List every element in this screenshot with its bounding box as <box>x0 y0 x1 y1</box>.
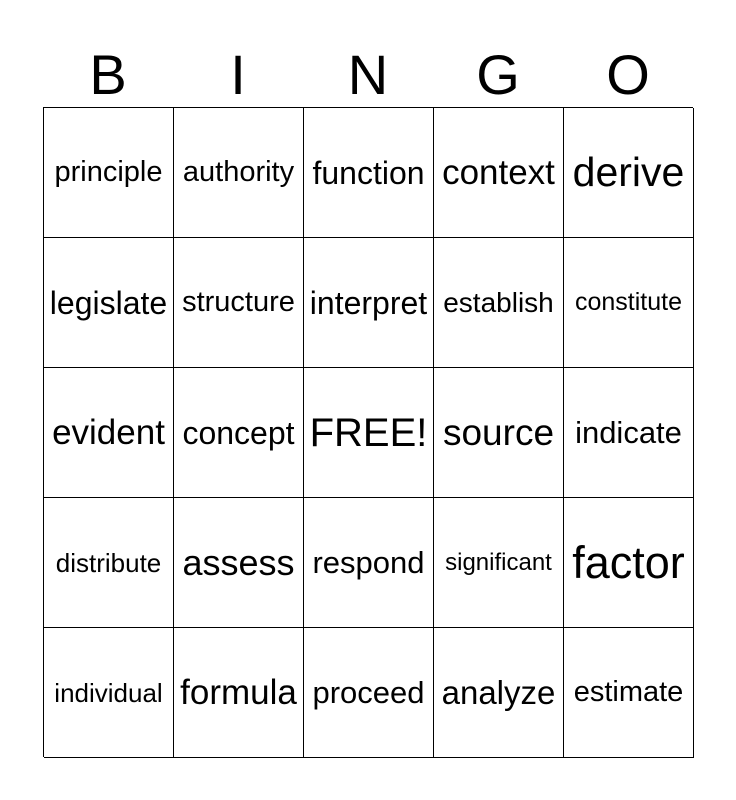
header-letter-n: N <box>347 43 389 106</box>
cell-word: principle <box>54 156 163 188</box>
header-letter-i: I <box>230 43 246 106</box>
cell-word: structure <box>182 286 295 318</box>
cell-word: function <box>312 154 425 191</box>
bingo-cell <box>564 238 694 368</box>
bingo-header <box>43 42 693 108</box>
bingo-cell <box>174 368 304 498</box>
bingo-cell <box>434 238 564 368</box>
bingo-cell <box>564 498 694 628</box>
header-letter-g: G <box>476 43 520 106</box>
cell-word: factor <box>572 537 685 588</box>
cell-word: source <box>442 412 555 453</box>
cell-word: evident <box>52 413 165 452</box>
cell-word: context <box>442 153 555 192</box>
bingo-cell <box>304 498 434 628</box>
cell-word: significant <box>445 548 552 576</box>
bingo-cell <box>564 368 694 498</box>
cell-word: authority <box>182 156 295 188</box>
cell-word: respond <box>312 545 425 580</box>
cell-word: proceed <box>312 675 425 710</box>
header-letter-o: O <box>606 43 650 106</box>
bingo-cell <box>174 238 304 368</box>
bingo-cell <box>44 498 174 628</box>
bingo-cell <box>174 108 304 238</box>
bingo-cell <box>304 628 434 758</box>
cell-word: concept <box>182 414 295 451</box>
cell-word: constitute <box>574 288 682 316</box>
bingo-cell <box>434 628 564 758</box>
bingo-cell <box>44 628 174 758</box>
cell-word: interpret <box>309 284 428 321</box>
bingo-cell <box>434 498 564 628</box>
cell-word: indicate <box>575 415 682 450</box>
bingo-cell <box>44 368 174 498</box>
bingo-cell <box>174 628 304 758</box>
bingo-cell <box>304 108 434 238</box>
cell-word: analyze <box>441 674 556 711</box>
bingo-cell <box>44 238 174 368</box>
bingo-cell <box>434 368 564 498</box>
header-letter-b: B <box>89 43 127 106</box>
cell-word: legislate <box>49 284 168 321</box>
cell-word: derive <box>572 149 685 195</box>
cell-word: estimate <box>573 676 684 708</box>
cell-word: individual <box>54 677 163 708</box>
cell-word: assess <box>182 541 295 583</box>
cell-word: establish <box>443 286 554 318</box>
bingo-board <box>43 107 693 757</box>
bingo-cell <box>44 108 174 238</box>
bingo-cell <box>304 368 434 498</box>
cell-word: formula <box>180 673 297 712</box>
cell-word: FREE! <box>309 410 428 455</box>
bingo-cell <box>434 108 564 238</box>
bingo-cell <box>564 628 694 758</box>
cell-word: distribute <box>55 547 162 578</box>
bingo-cell <box>174 498 304 628</box>
bingo-cell <box>564 108 694 238</box>
bingo-cell <box>304 238 434 368</box>
